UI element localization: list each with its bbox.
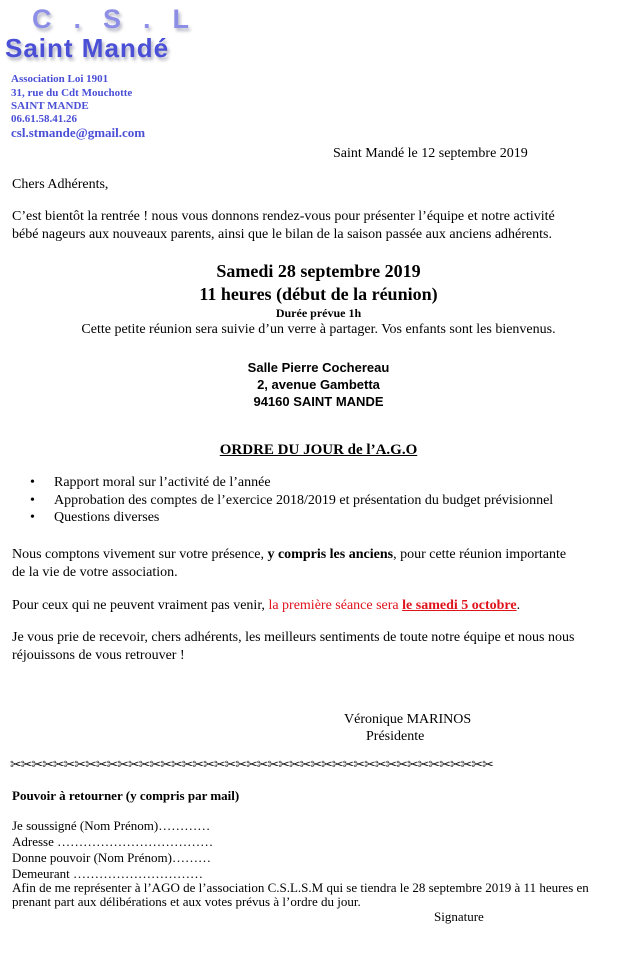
intro-line-1: C’est bientôt la rentrée ! nous vous donnons rendez-vous pour présenter l’équipe et notre activité bbox=[12, 209, 555, 224]
agenda-item bbox=[30, 509, 553, 527]
bullet-icon: • bbox=[30, 492, 35, 508]
agenda-item-text: Questions diverses bbox=[54, 510, 160, 525]
absent-line bbox=[12, 597, 520, 615]
presence-line-2: de la vie de votre association. bbox=[12, 565, 178, 580]
venue-city: 94160 SAINT MANDE bbox=[253, 394, 384, 409]
absent-end: . bbox=[516, 598, 521, 613]
form-text-line-1: Afin de me représenter à l’AGO de l’association C.S.L.S.M qui se tiendra le 28 septembre 2019 à 11 heures en bbox=[12, 880, 589, 895]
assoc-email-link[interactable]: csl.stmande@gmail.com bbox=[11, 125, 146, 140]
absent-red: la première séance sera bbox=[268, 598, 403, 613]
bullet-icon: • bbox=[30, 475, 35, 490]
date-line: Saint Mandé le 12 septembre 2019 bbox=[333, 146, 528, 161]
intro-line-2: bébé nageurs aux nouveaux parents, ainsi que le bilan de la saison passée aux anciens adhérents. bbox=[12, 227, 552, 242]
agenda-item bbox=[30, 492, 553, 510]
logo-saint-mande: Saint Mandé bbox=[5, 33, 170, 63]
assoc-city: SAINT MANDE bbox=[11, 100, 89, 112]
event-note: Cette petite réunion sera suivie d’un verre à partager. Vos enfants sont les bienvenus. bbox=[81, 322, 556, 337]
assoc-street: 31, rue du Cdt Mouchotte bbox=[11, 87, 133, 99]
form-title: Pouvoir à retourner (y compris par mail) bbox=[12, 788, 240, 803]
presence-post: , pour cette réunion importante bbox=[393, 547, 567, 562]
agenda-list bbox=[30, 474, 553, 527]
presence-bold: y compris les anciens bbox=[267, 547, 394, 562]
logo-csl: C.S.L bbox=[32, 4, 212, 34]
presence-line-1 bbox=[12, 546, 566, 564]
closing-line-2: réjouissons de vous retrouver ! bbox=[12, 648, 185, 663]
bullet-icon: • bbox=[30, 510, 35, 525]
scissors-cut-line: ✂✂✂✂✂✂✂✂✂✂✂✂✂✂✂✂✂✂✂✂✂✂✂✂✂✂✂✂✂✂✂✂✂✂✂✂✂✂✂✂✂✂✂✂✂ bbox=[10, 758, 493, 773]
form-field-residence: Demeurant ………………………… bbox=[12, 866, 204, 881]
form-field-address: Adresse ……………………………… bbox=[12, 834, 214, 849]
absent-pre: Pour ceux qui ne peuvent vraiment pas venir, bbox=[12, 598, 269, 613]
agenda-item-text: Rapport moral sur l’activité de l’année bbox=[54, 475, 271, 490]
assoc-phone: 06.61.58.41.26 bbox=[11, 113, 77, 125]
venue-name: Salle Pierre Cochereau bbox=[247, 360, 390, 375]
event-time: 11 heures (début de la réunion) bbox=[199, 284, 438, 304]
assoc-type: Association Loi 1901 bbox=[11, 73, 109, 85]
agenda-item-text: Approbation des comptes de l’exercice 2018/2019 et présentation du budget prévisionnel bbox=[54, 492, 554, 508]
agenda-item bbox=[30, 474, 553, 492]
venue-street: 2, avenue Gambetta bbox=[257, 377, 380, 392]
agenda-title: ORDRE DU JOUR de l’A.G.O bbox=[219, 442, 418, 458]
absent-date: le samedi 5 octobre bbox=[402, 598, 517, 613]
event-duration: Durée prévue 1h bbox=[275, 306, 362, 320]
presence-pre: Nous comptons vivement sur votre présence, bbox=[12, 547, 268, 562]
signatory-title: Présidente bbox=[366, 729, 425, 744]
greeting: Chers Adhérents, bbox=[12, 177, 109, 192]
signatory-name: Véronique MARINOS bbox=[344, 712, 472, 727]
event-date: Samedi 28 septembre 2019 bbox=[216, 261, 421, 281]
closing-line-1: Je vous prie de recevoir, chers adhérents, les meilleurs sentiments de toute notre équipe et nous nous bbox=[12, 630, 575, 645]
form-field-proxy: Donne pouvoir (Nom Prénom)……… bbox=[12, 850, 211, 865]
form-signature: Signature bbox=[434, 909, 484, 924]
form-field-name: Je soussigné (Nom Prénom)………… bbox=[12, 818, 211, 833]
form-text-line-2: prenant part aux délibérations et aux votes prévus à l’ordre du jour. bbox=[12, 894, 361, 909]
